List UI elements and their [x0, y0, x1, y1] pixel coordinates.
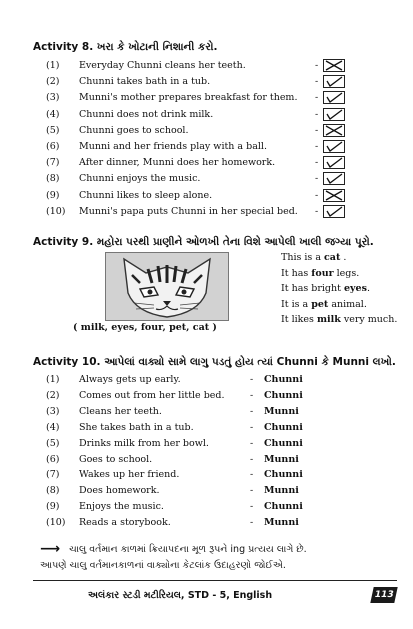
dash: - [315, 92, 319, 104]
dash: - [250, 389, 254, 401]
item-number: (7) [46, 157, 60, 169]
dash: - [250, 517, 254, 529]
filled-word: four [311, 267, 334, 279]
dash: - [315, 76, 319, 88]
item-number: (8) [46, 173, 60, 185]
answer-name: Munni [264, 453, 299, 465]
dash: - [315, 205, 319, 217]
dash: - [315, 60, 319, 71]
answer-name: Munni [264, 405, 299, 417]
answer-name: Munni [264, 517, 299, 529]
activity10-item [46, 436, 346, 452]
item-number: (2) [46, 389, 60, 401]
fill-in-line [281, 252, 346, 263]
statement-text: Enjoys the music. [79, 501, 164, 513]
activity8-item [46, 139, 401, 155]
line-suffix: animal. [328, 298, 367, 310]
item-number: (5) [46, 124, 60, 136]
dash: - [315, 189, 319, 201]
item-number: (3) [46, 92, 60, 104]
activity10-item [46, 372, 346, 388]
footer-title: અલંકાર સ્ટડી મટીરિયલ, STD - 5, English [88, 590, 273, 601]
note-text-1: ચાલુ વર્તમાન કાળમાં ક્રિયાપદના મૂળ રૂપને ing પ્રત્યય લાગે છે. [69, 544, 307, 555]
statement-text: Chunni does not drink milk. [79, 108, 214, 120]
tick-mark-box [323, 91, 345, 104]
statement-text: Always gets up early. [79, 374, 181, 385]
activity8-item [46, 204, 401, 220]
item-number: (1) [46, 60, 60, 71]
activity10-item [46, 388, 346, 404]
item-number: (6) [46, 141, 60, 152]
item-number: (5) [46, 437, 60, 449]
item-number: (6) [46, 453, 60, 465]
statement-text: Cleans her teeth. [79, 405, 162, 417]
answer-name: Munni [264, 485, 299, 497]
activity10-item [46, 515, 346, 531]
item-number: (7) [46, 469, 60, 481]
dash: - [315, 173, 319, 185]
statement-text: Munni and her friends play with a ball. [79, 141, 267, 152]
dash: - [315, 157, 319, 169]
cat-mask-icon [106, 253, 228, 320]
answer-name: Chunni [264, 421, 303, 433]
activity10-item [46, 404, 346, 420]
statement-text: Does homework. [79, 485, 160, 497]
answer-name: Chunni [264, 469, 303, 481]
tick-mark-box [323, 205, 345, 218]
dash: - [250, 405, 254, 417]
statement-text: Chunni takes bath in a tub. [79, 76, 211, 88]
item-number: (1) [46, 374, 60, 385]
filled-word: pet [311, 298, 329, 310]
line-prefix: It likes [281, 314, 317, 326]
filled-word: milk [316, 314, 341, 326]
statement-text: Drinks milk from her bowl. [79, 437, 209, 449]
filled-word: cat [324, 252, 341, 263]
activity10-item [46, 467, 346, 483]
activity8-item [46, 74, 401, 90]
line-suffix: . [340, 252, 347, 263]
activity8-item [46, 58, 401, 74]
note-line-1 [40, 541, 307, 557]
dash: - [315, 124, 319, 136]
cross-mark-box [323, 124, 345, 137]
line-prefix: It is a [281, 298, 312, 310]
answer-name: Chunni [264, 437, 303, 449]
activity8-item [46, 107, 401, 123]
cross-mark-box [323, 189, 345, 202]
statement-text: Goes to school. [79, 453, 153, 465]
statement-text: Wakes up her friend. [79, 469, 180, 481]
statement-text: She takes bath in a tub. [79, 421, 194, 433]
activity10-heading: Activity 10. આપેલાં વાક્યો સામે લાગુ પડતું હોય ત્યાં Chunni કે Munni લખો. [33, 356, 396, 368]
activity9-heading: Activity 9. મહોરા પરથી પ્રાણીને ઓળખી તેના વિશે આપેલી ખાલી જગ્યા પૂરો. [33, 236, 374, 248]
activity8-item [46, 90, 401, 106]
line-suffix: legs. [333, 267, 360, 279]
item-number: (10) [46, 205, 66, 217]
dash: - [250, 421, 254, 433]
statement-text: Munni's papa puts Chunni in her special bed. [79, 205, 298, 217]
note-line-2: આપણે ચાલુ વર્તમાનકાળનાં વાક્યોના કેટલાંક ઉદાહરણો જોઈએ. [40, 560, 286, 571]
statement-text: Chunni enjoys the music. [79, 173, 201, 185]
dash: - [315, 108, 319, 120]
item-number: (2) [46, 76, 60, 88]
activity10-item [46, 499, 346, 515]
dash: - [315, 141, 319, 152]
statement-text: Comes out from her little bed. [79, 389, 225, 401]
word-bank: ( milk, eyes, four, pet, cat ) [73, 322, 217, 333]
answer-name: Chunni [264, 374, 303, 385]
answer-name: Chunni [264, 389, 303, 401]
tick-mark-box [323, 172, 345, 185]
dash: - [250, 437, 254, 449]
activity8-item [46, 155, 401, 171]
fill-in-line [281, 268, 359, 279]
dash: - [250, 469, 254, 481]
fill-in-line [281, 314, 397, 325]
filled-word: eyes [343, 283, 367, 295]
answer-name: Chunni [264, 501, 303, 513]
item-number: (8) [46, 485, 60, 497]
activity8-heading: Activity 8. ખરા કે ખોટાની નિશાની કરો. [33, 41, 218, 53]
dash: - [250, 501, 254, 513]
activity8-item [46, 171, 401, 187]
line-prefix: This is a [281, 252, 325, 263]
item-number: (3) [46, 405, 60, 417]
tick-mark-box [323, 156, 345, 169]
statement-text: Everyday Chunni cleans her teeth. [79, 60, 246, 71]
line-suffix: very much. [340, 314, 398, 326]
line-prefix: It has [281, 267, 312, 279]
item-number: (4) [46, 421, 60, 433]
tick-mark-box [323, 75, 345, 88]
line-suffix: . [366, 283, 370, 295]
tick-mark-box [323, 108, 345, 121]
statement-text: Munni's mother prepares breakfast for them. [79, 92, 298, 104]
activity8-item [46, 188, 401, 204]
item-number: (9) [46, 501, 60, 513]
line-prefix: It has bright [281, 283, 344, 295]
item-number: (10) [46, 517, 66, 529]
tick-mark-box [323, 140, 345, 153]
footer-rule [33, 580, 397, 581]
statement-text: Chunni likes to sleep alone. [79, 189, 213, 201]
dash: - [250, 374, 254, 385]
fill-in-line [281, 283, 370, 294]
cat-mask-image [105, 252, 229, 321]
item-number: (4) [46, 108, 60, 120]
statement-text: Reads a storybook. [79, 517, 171, 529]
activity10-item [46, 452, 346, 468]
dash: - [250, 485, 254, 497]
cross-mark-box [323, 59, 345, 72]
page-number: 113 [370, 587, 397, 603]
dash: - [250, 453, 254, 465]
arrow-icon: ⟶ [40, 541, 61, 557]
fill-in-line [281, 299, 367, 310]
statement-text: Chunni goes to school. [79, 124, 189, 136]
activity10-item [46, 483, 346, 499]
activity8-item [46, 123, 401, 139]
item-number: (9) [46, 189, 60, 201]
activity10-item [46, 420, 346, 436]
statement-text: After dinner, Munni does her homework. [79, 157, 276, 169]
